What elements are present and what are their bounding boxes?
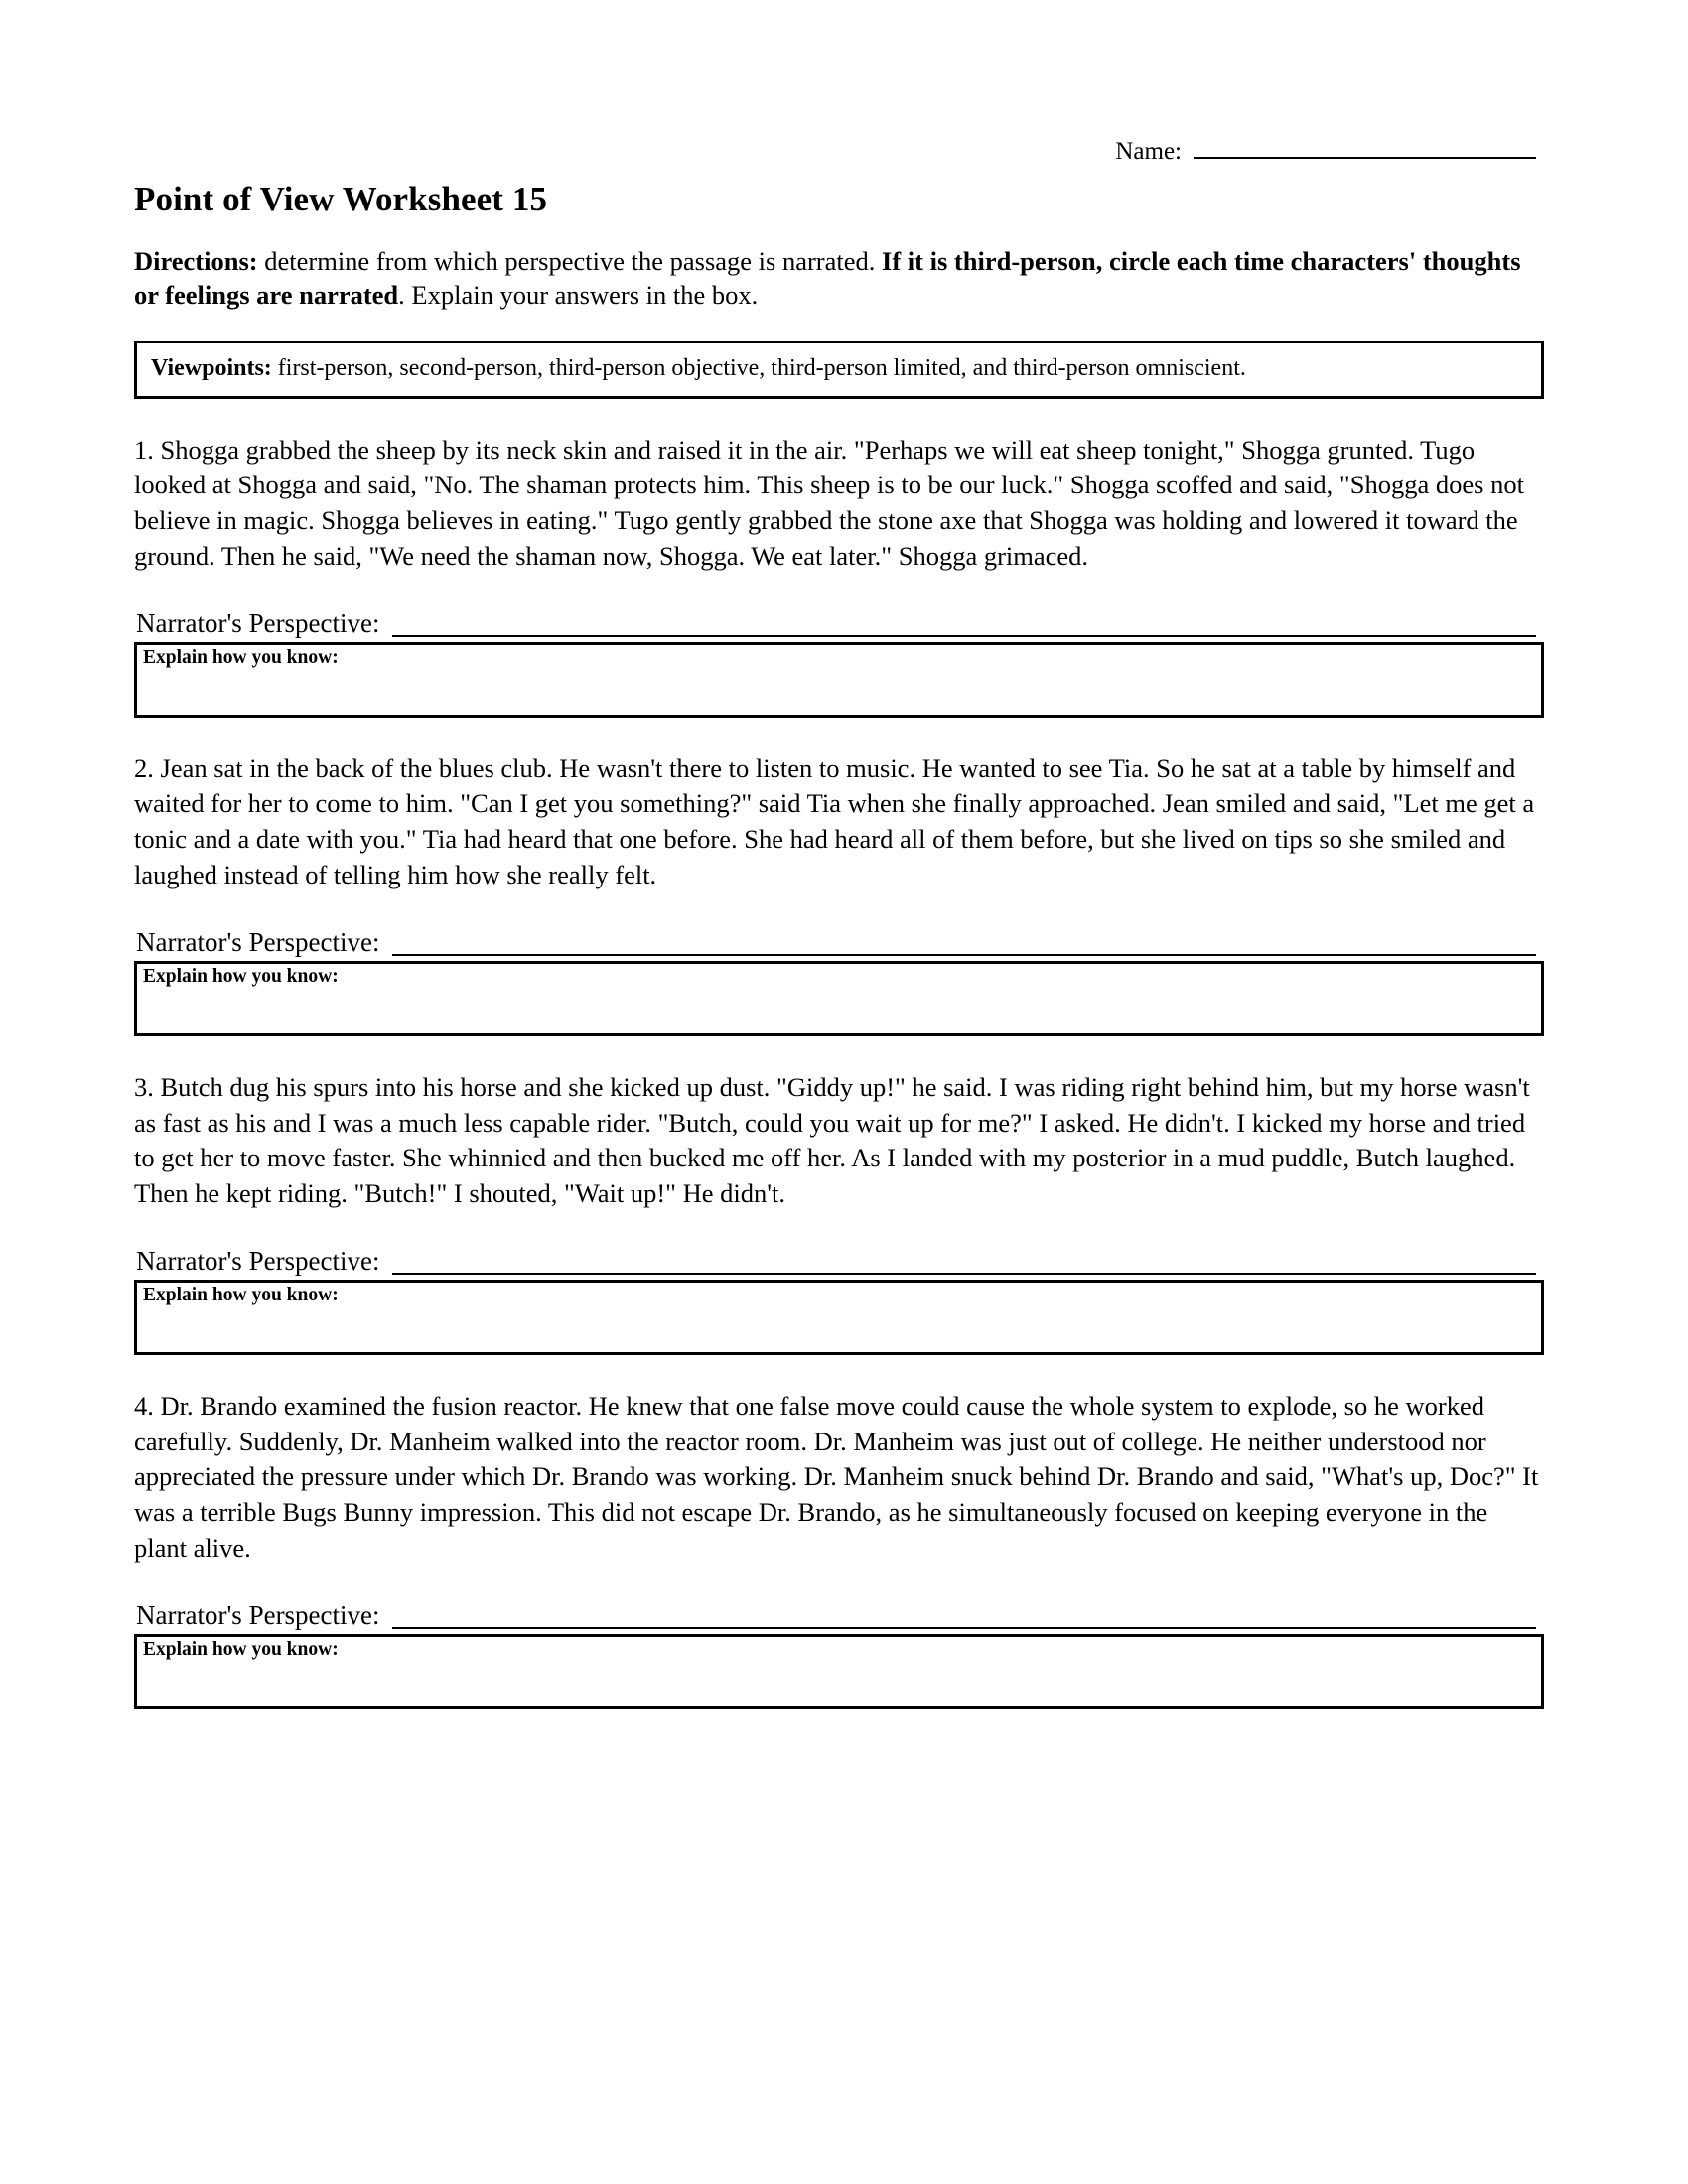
perspective-row-1 xyxy=(134,608,1544,638)
passage-block-4 xyxy=(134,1389,1544,1709)
directions-paragraph xyxy=(134,245,1544,313)
explain-label-4: Explain how you know: xyxy=(143,1638,339,1660)
directions-text-second: . Explain your answers in the box. xyxy=(398,279,759,310)
worksheet-content xyxy=(134,0,1544,1709)
perspective-label-3: Narrator's Perspective: xyxy=(136,1245,380,1276)
passage-text-3: 3. Butch dug his spurs into his horse and she kicked up dust. "Giddy up!" he said. I was riding right behind him, but my horse wasn't as fast as his and I was a much less capable rider. "Butch, could you wait up for me?" I asked. He didn't. I kicked my horse and tried to get her to move faster. She whinnied and then bucked me off her. As I landed with my posterior in a mud puddle, Butch laughed. Then he kept riding. "Butch!" I shouted, "Wait up!" He didn't. xyxy=(134,1071,1530,1209)
page-title: Point of View Worksheet 15 xyxy=(134,180,548,218)
perspective-row-4 xyxy=(134,1599,1544,1630)
name-field-row xyxy=(134,137,1544,164)
directions-bold-emphasis: If it is third-person, circle each time characters' thoughts or feelings are narrated xyxy=(134,246,1521,310)
passage-block-1 xyxy=(134,433,1544,718)
passage-block-2 xyxy=(134,751,1544,1036)
explain-box-4[interactable] xyxy=(134,1634,1544,1709)
passage-text-4: 4. Dr. Brando examined the fusion reactor. He knew that one false move could cause the whole system to explode, so he worked carefully. Suddenly, Dr. Manheim walked into the reactor room. Dr. Manheim was just out of college. He neither understood nor appreciated the pressure under which Dr. Brando was working. Dr. Manheim snuck behind Dr. Brando and said, "What's up, Doc?" It was a terrible Bugs Bunny impression. This did not escape Dr. Brando, as he simultaneously focused on keeping everyone in the plant alive. xyxy=(134,1390,1539,1563)
perspective-label-1: Narrator's Perspective: xyxy=(136,608,380,638)
viewpoints-list: first-person, second-person, third-person objective, third-person limited, and third-person omniscient. xyxy=(271,354,1246,381)
explain-box-2[interactable] xyxy=(134,961,1544,1036)
directions-text-first: determine from which perspective the passage is narrated. xyxy=(257,246,883,276)
perspective-answer-blank-3[interactable] xyxy=(392,1251,1536,1275)
viewpoints-bold-lead: Viewpoints: xyxy=(151,354,272,381)
name-input-blank[interactable] xyxy=(1194,137,1536,159)
perspective-label-2: Narrator's Perspective: xyxy=(136,926,380,957)
perspective-row-3 xyxy=(134,1245,1544,1276)
perspective-row-2 xyxy=(134,926,1544,957)
explain-label-3: Explain how you know: xyxy=(143,1284,339,1305)
passage-text-2: 2. Jean sat in the back of the blues club. He wasn't there to listen to music. He wanted to see Tia. So he sat at a table by himself and waited for her to come to him. "Can I get you something?" said Tia when she finally approached. Jean smiled and said, "Let me get a tonic and a date with you." Tia had heard that one before. She had heard all of them before, but she lived on tips so she smiled and laughed instead of telling him how she really felt. xyxy=(134,752,1535,889)
viewpoints-box xyxy=(134,341,1544,399)
perspective-answer-blank-2[interactable] xyxy=(392,932,1536,956)
explain-box-3[interactable] xyxy=(134,1280,1544,1355)
directions-bold-lead: Directions: xyxy=(134,246,258,276)
explain-label-2: Explain how you know: xyxy=(143,965,339,987)
passage-block-3 xyxy=(134,1070,1544,1355)
explain-label-1: Explain how you know: xyxy=(143,646,339,668)
perspective-label-4: Narrator's Perspective: xyxy=(136,1599,380,1630)
perspective-answer-blank-4[interactable] xyxy=(392,1605,1536,1629)
passage-text-1: 1. Shogga grabbed the sheep by its neck skin and raised it in the air. "Perhaps we will eat sheep tonight," Shogga grunted. Tugo looked at Shogga and said, "No. The shaman protects him. This sheep is to be our luck." Shogga scoffed and said, "Shogga does not believe in magic. Shogga believes in eating." Tugo gently grabbed the stone axe that Shogga was holding and lowered it toward the ground. Then he said, "We need the shaman now, Shogga. We eat later." Shogga grimaced. xyxy=(134,434,1524,571)
name-label: Name: xyxy=(1115,138,1182,165)
explain-box-1[interactable] xyxy=(134,642,1544,718)
perspective-answer-blank-1[interactable] xyxy=(392,614,1536,637)
